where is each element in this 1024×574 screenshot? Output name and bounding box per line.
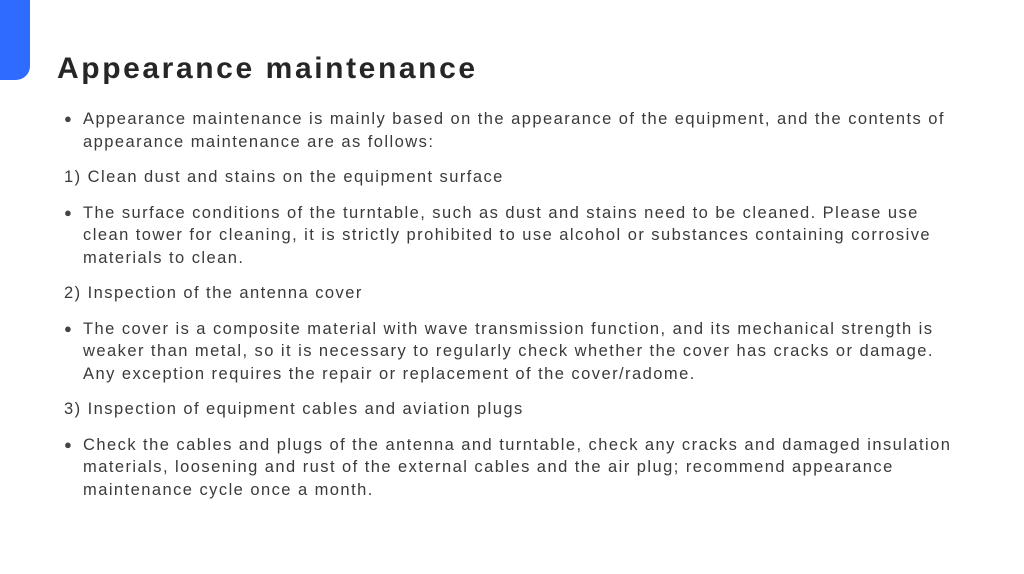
- bullet-text: Check the cables and plugs of the antenna and turntable, check any cracks and damaged insulation materials, loosening and rust of the external cables and the air plug; recommend appearance maintenance cycle once a month.: [83, 435, 952, 499]
- section-heading-3: 3) Inspection of equipment cables and aviation plugs: [64, 400, 524, 418]
- accent-bar: [0, 0, 30, 80]
- bullet-item-cables: [64, 434, 964, 502]
- section-heading-2: 2) Inspection of the antenna cover: [64, 284, 363, 302]
- bullet-icon: ●: [64, 204, 72, 220]
- bullet-item-antenna-cover: [64, 318, 964, 386]
- section-heading-1: 1) Clean dust and stains on the equipment surface: [64, 168, 504, 186]
- bullet-icon: ●: [64, 320, 72, 336]
- slide-body: [64, 108, 964, 501]
- bullet-icon: ●: [64, 436, 72, 452]
- bullet-text: Appearance maintenance is mainly based on the appearance of the equipment, and the contents of appearance maintenance are as follows:: [83, 110, 945, 151]
- bullet-icon: ●: [64, 111, 72, 126]
- bullet-item-cleaning: [64, 202, 964, 270]
- bullet-item-intro: [64, 108, 964, 153]
- bullet-text: The surface conditions of the turntable, such as dust and stains need to be cleaned. Please use clean tower for cleaning, it is strictly prohibited to use alcohol or substances containing corrosive materials to clean.: [83, 203, 932, 267]
- slide-title: Appearance maintenance: [57, 52, 478, 85]
- bullet-text: The cover is a composite material with wave transmission function, and its mechanical strength is weaker than metal, so it is necessary to regularly check whether the cover has cracks or damage. Any exception requires the repair or replacement of the cover/radome.: [83, 319, 934, 383]
